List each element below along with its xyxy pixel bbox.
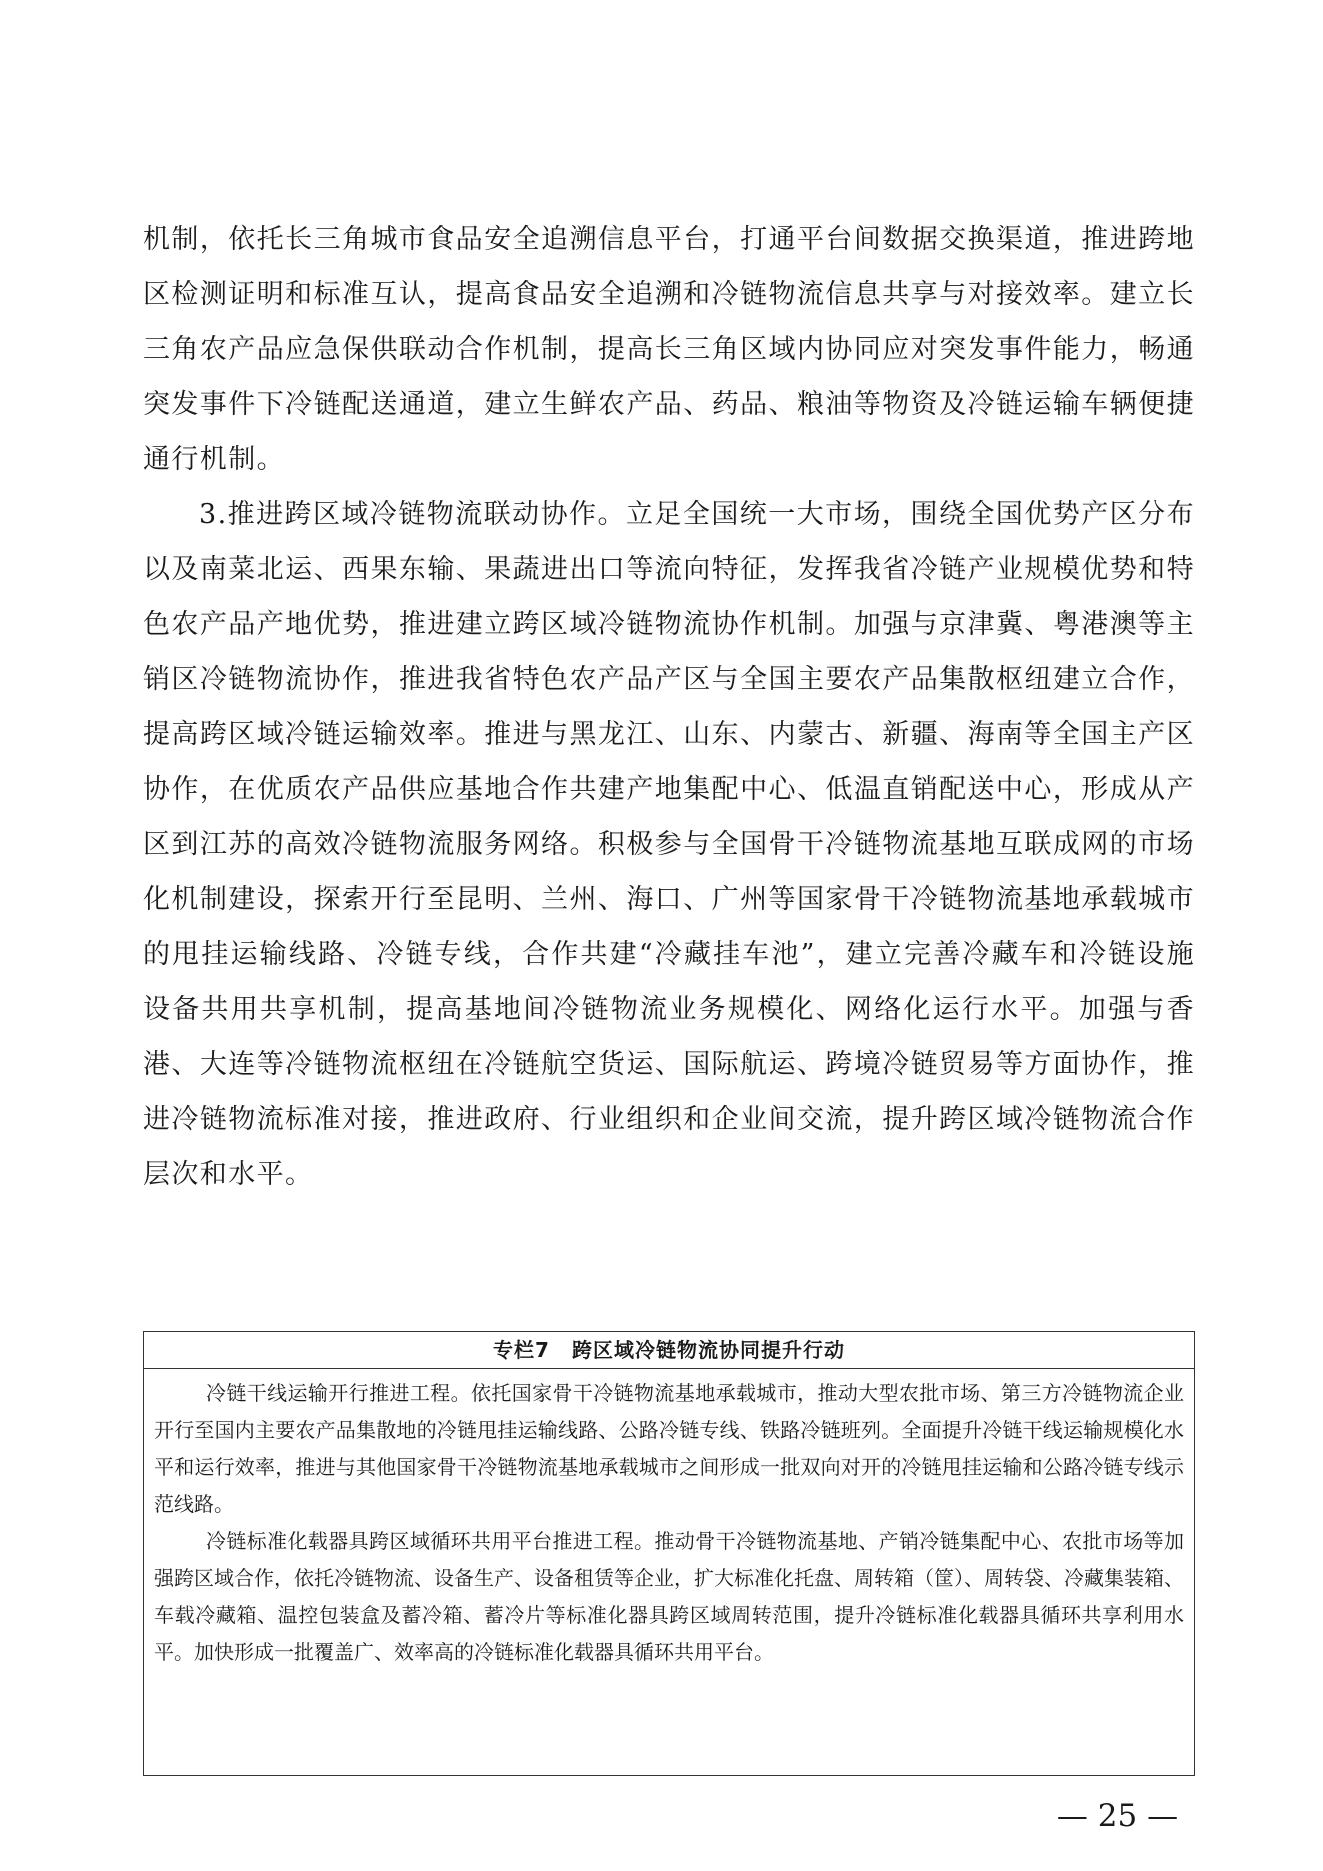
column-box: [143, 1331, 1195, 1776]
column-box-number: 专栏7: [493, 1338, 550, 1362]
page-number: — 25 —: [1056, 1798, 1179, 1834]
column-item-trunk-transport: 冷链干线运输开行推进工程。依托国家骨干冷链物流基地承载城市，推动大型农批市场、第三方冷链物流企业开行至国内主要农产品集散地的冷链甩挂运输线路、公路冷链专线、铁路冷链班列。全面提升冷链干线运输规模化水平和运行效率，推进与其他国家骨干冷链物流基地承载城市之间形成一批双向对开的冷链甩挂运输和公路冷链专线示范线路。: [154, 1381, 1184, 1516]
column-box-title: 跨区域冷链物流协同提升行动: [571, 1338, 845, 1362]
paragraph-cross-region-cooperation: 3.推进跨区域冷链物流联动协作。立足全国统一大市场，围绕全国优势产区分布以及南菜北运、西果东输、果蔬进出口等流向特征，发挥我省冷链产业规模优势和特色农产品产地优势，推进建立跨区域冷链物流协作机制。加强与京津冀、粤港澳等主销区冷链物流协作，推进我省特色农产品产区与全国主要农产品集散枢纽建立合作，提高跨区域冷链运输效率。推进与黑龙江、山东、内蒙古、新疆、海南等全国主产区协作，在优质农产品供应基地合作共建产地集配中心、低温直销配送中心，形成从产区到江苏的高效冷链物流服务网络。积极参与全国骨干冷链物流基地互联成网的市场化机制建设，探索开行至昆明、兰州、海口、广州等国家骨干冷链物流基地承载城市的甩挂运输线路、冷链专线，合作共建“冷藏挂车池”，建立完善冷藏车和冷链设施设备共用共享机制，提高基地间冷链物流业务规模化、网络化运行水平。加强与香港、大连等冷链物流枢纽在冷链航空货运、国际航运、跨境冷链贸易等方面协作，推进冷链物流标准对接，推进政府、行业组织和企业间交流，提升跨区域冷链物流合作层次和水平。: [143, 499, 1195, 1190]
column-box-body: [144, 1369, 1194, 1671]
column-box-header: [144, 1332, 1194, 1369]
body-text: [143, 212, 1195, 1202]
paragraph-continuation: 机制，依托长三角城市食品安全追溯信息平台，打通平台间数据交换渠道，推进跨地区检测证明和标准互认，提高食品安全追溯和冷链物流信息共享与对接效率。建立长三角农产品应急保供联动合作机制，提高长三角区域内协同应对突发事件能力，畅通突发事件下冷链配送通道，建立生鲜农产品、药品、粮油等物资及冷链运输车辆便捷通行机制。: [143, 224, 1195, 475]
column-item-standard-carriers: 冷链标准化载器具跨区域循环共用平台推进工程。推动骨干冷链物流基地、产销冷链集配中心、农批市场等加强跨区域合作，依托冷链物流、设备生产、设备租赁等企业，扩大标准化托盘、周转箱（筐）、周转袋、冷藏集装箱、车载冷藏箱、温控包装盒及蓄冷箱、蓄冷片等标准化器具跨区域周转范围，提升冷链标准化载器具循环共享利用水平。加快形成一批覆盖广、效率高的冷链标准化载器具循环共用平台。: [154, 1529, 1184, 1664]
